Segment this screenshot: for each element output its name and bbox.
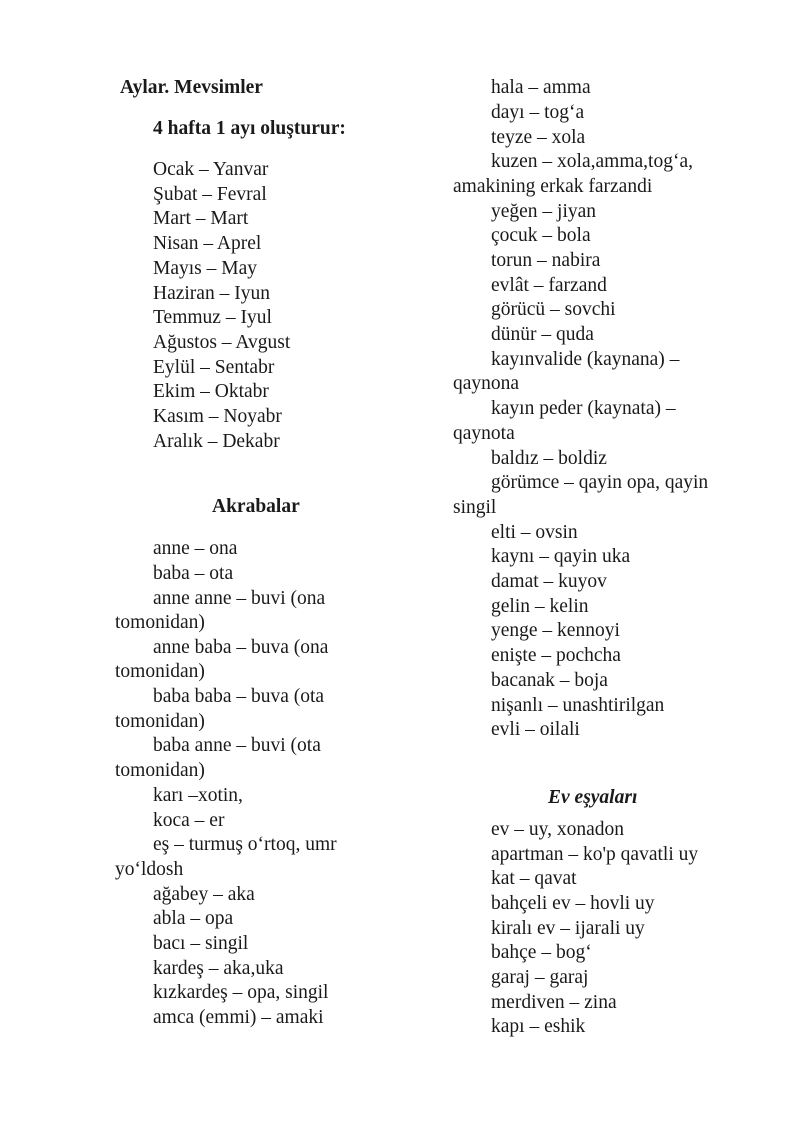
list-item: kiralı ev – ijarali uy	[491, 918, 645, 939]
list-item: tomonidan)	[115, 711, 205, 732]
list-item: amakining erkak farzandi	[453, 176, 653, 197]
list-item: kayınvalide (kaynana) –	[491, 349, 680, 370]
list-item: ağabey – aka	[153, 884, 255, 905]
list-item: Haziran – Iyun	[153, 283, 270, 304]
list-item: yo‘ldosh	[115, 859, 184, 880]
list-item: Mart – Mart	[153, 208, 249, 229]
list-item: Nisan – Aprel	[153, 233, 262, 254]
list-item: singil	[453, 497, 497, 518]
list-item: qaynota	[453, 423, 515, 444]
list-item: garaj – garaj	[491, 967, 589, 988]
list-item: Aralık – Dekabr	[153, 431, 280, 452]
list-item: Şubat – Fevral	[153, 184, 267, 205]
list-item: teyze – xola	[491, 127, 586, 148]
list-item: bacanak – boja	[491, 670, 608, 691]
list-item: dünür – quda	[491, 324, 594, 345]
list-item: torun – nabira	[491, 250, 601, 271]
list-item: evli – oilali	[491, 719, 580, 740]
list-item: eş – turmuş o‘rtoq, umr	[153, 834, 337, 855]
list-item: hala – amma	[491, 77, 591, 98]
list-item: Ocak – Yanvar	[153, 159, 269, 180]
household-heading: Ev eşyaları	[548, 787, 638, 808]
list-item: Ağustos – Avgust	[153, 332, 291, 353]
list-item: amca (emmi) – amaki	[153, 1007, 324, 1028]
list-item: kardeş – aka,uka	[153, 958, 284, 979]
list-item: baba – ota	[153, 563, 234, 584]
list-item: Mayıs – May	[153, 258, 257, 279]
list-item: evlât – farzand	[491, 275, 607, 296]
list-item: merdiven – zina	[491, 992, 617, 1013]
list-item: Temmuz – Iyul	[153, 307, 272, 328]
list-item: anne anne – buvi (ona	[153, 588, 326, 609]
list-item: bahçe – bog‘	[491, 942, 592, 963]
list-item: anne baba – buva (ona	[153, 637, 329, 658]
list-item: kapı – eshik	[491, 1016, 586, 1037]
list-item: baldız – boldiz	[491, 448, 607, 469]
list-item: tomonidan)	[115, 661, 205, 682]
list-item: abla – opa	[153, 908, 234, 929]
list-item: apartman – ko'p qavatli uy	[491, 844, 699, 865]
list-item: kuzen – xola,amma,tog‘a,	[491, 151, 693, 172]
list-item: ev – uy, xonadon	[491, 819, 625, 840]
list-item: çocuk – bola	[491, 225, 591, 246]
list-item: gelin – kelin	[491, 596, 589, 617]
list-item: kızkardeş – opa, singil	[153, 982, 329, 1003]
list-item: Kasım – Noyabr	[153, 406, 282, 427]
list-item: damat – kuyov	[491, 571, 607, 592]
relatives-heading: Akrabalar	[212, 496, 300, 517]
list-item: bacı – singil	[153, 933, 249, 954]
list-item: nişanlı – unashtirilgan	[491, 695, 665, 716]
list-item: Ekim – Oktabr	[153, 381, 269, 402]
list-item: kayın peder (kaynata) –	[491, 398, 676, 419]
list-item: baba anne – buvi (ota	[153, 735, 321, 756]
list-item: elti – ovsin	[491, 522, 578, 543]
list-item: karı –xotin,	[153, 785, 243, 806]
list-item: qaynona	[453, 373, 520, 394]
list-item: kaynı – qayin uka	[491, 546, 631, 567]
list-item: enişte – pochcha	[491, 645, 621, 666]
months-subtitle: 4 hafta 1 ayı oluşturur:	[153, 118, 346, 139]
list-item: dayı – tog‘a	[491, 102, 585, 123]
list-item: görücü – sovchi	[491, 299, 616, 320]
list-item: tomonidan)	[115, 760, 205, 781]
list-item: kat – qavat	[491, 868, 577, 889]
list-item: görümce – qayin opa, qayin	[491, 472, 709, 493]
list-item: koca – er	[153, 810, 225, 831]
list-item: yenge – kennoyi	[491, 620, 620, 641]
list-item: bahçeli ev – hovli uy	[491, 893, 655, 914]
page-title: Aylar. Mevsimler	[120, 77, 263, 98]
list-item: tomonidan)	[115, 612, 205, 633]
list-item: anne – ona	[153, 538, 238, 559]
list-item: Eylül – Sentabr	[153, 357, 275, 378]
list-item: yeğen – jiyan	[491, 201, 597, 222]
list-item: baba baba – buva (ota	[153, 686, 325, 707]
